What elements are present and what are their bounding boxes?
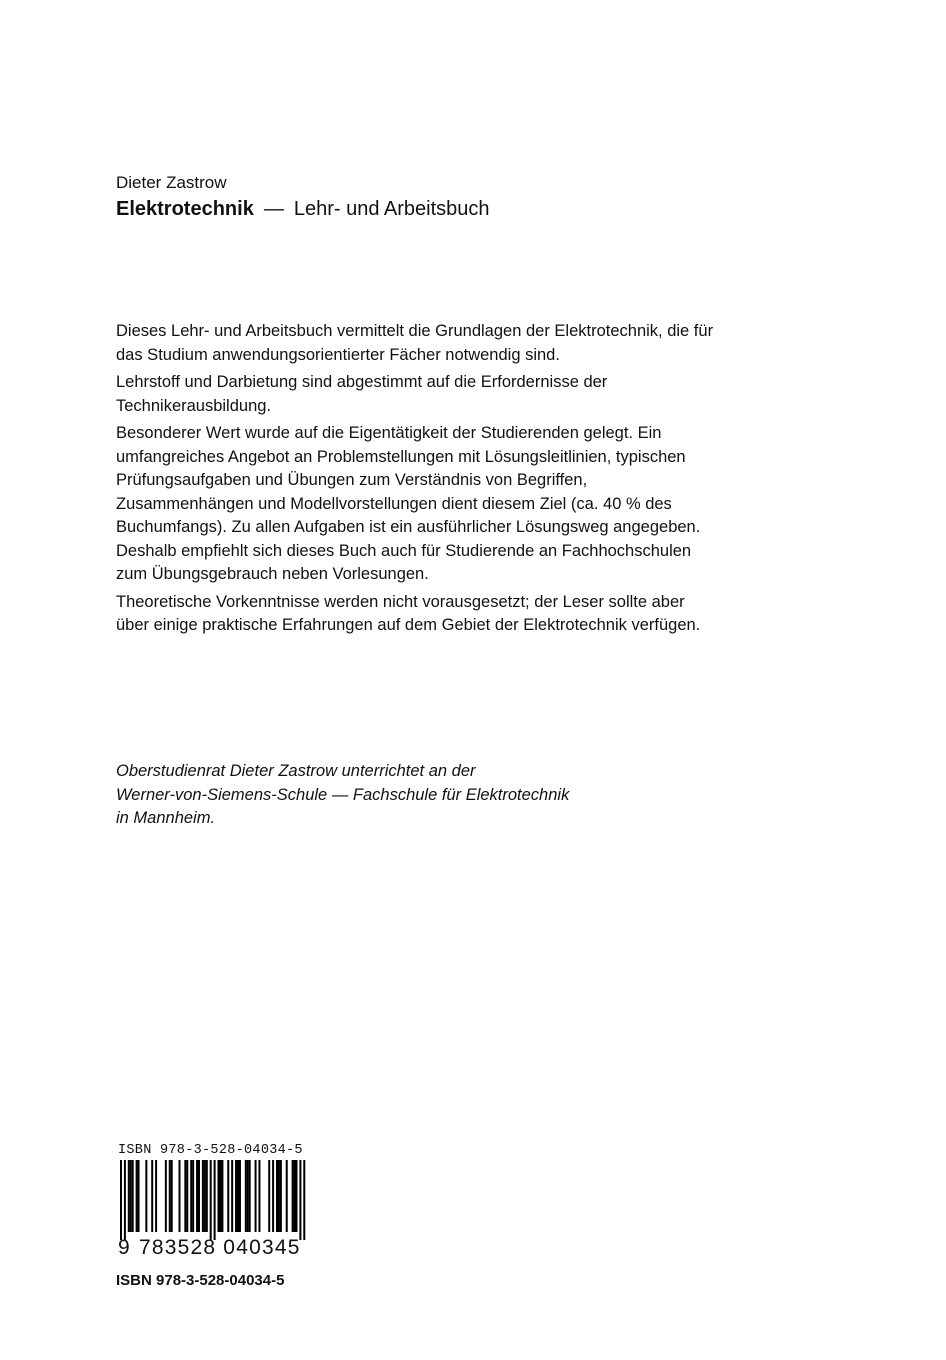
barcode-icon: [110, 1160, 315, 1240]
barcode-bar: [171, 1160, 173, 1232]
barcode-first-digit: 9: [118, 1236, 130, 1259]
title-dash: —: [263, 198, 284, 220]
author-bio: [116, 760, 716, 831]
description-paragraph: Lehrstoff und Darbietung sind abgestimmt auf die Erfordernisse der Technikerausbildung.: [116, 373, 608, 415]
barcode-bar: [151, 1160, 153, 1232]
description-paragraph: Besonderer Wert wurde auf die Eigentätigkeit der Studierenden gelegt. Ein umfangreiches Angebot an Problemstellungen mit Lösungsleitlinien, typischen Prüfungsaufgaben und Übungen zum Verständnis von Begriffen, Zusammenhängen und Modellvorstellungen dient diesem Ziel (ca. 40 % des Buchumfangs). Zu allen Aufgaben ist ein ausführlicher Lösungsweg angegeben. Deshalb empfiehlt sich dieses Buch auch für Studierende an Fachhochschulen zum Übungsgebrauch neben Vorlesungen.: [116, 424, 701, 583]
barcode-bar: [280, 1160, 282, 1232]
barcode-bar: [192, 1160, 194, 1232]
barcode-bar: [186, 1160, 188, 1232]
barcode-guard-bar: [303, 1160, 305, 1240]
barcode-bar: [179, 1160, 181, 1232]
bio-line: in Mannheim.: [116, 809, 216, 827]
barcode-bar: [155, 1160, 157, 1232]
barcode-bar: [296, 1160, 298, 1232]
description-paragraph: Dieses Lehr- und Arbeitsbuch vermittelt die Grundlagen der Elektrotechnik, die für das Studium anwendungsorientierter Fächer notwendig sind.: [116, 322, 714, 364]
author-name: Dieter Zastrow: [116, 173, 227, 192]
barcode-guard-bar: [299, 1160, 301, 1240]
barcode-bar: [165, 1160, 167, 1232]
barcode-bar: [138, 1160, 140, 1232]
barcode-bar: [276, 1160, 278, 1232]
barcode-bar: [237, 1160, 239, 1232]
barcode-bar: [249, 1160, 251, 1232]
barcode-bar: [245, 1160, 247, 1232]
isbn-number: ISBN 978-3-528-04034-5: [116, 1272, 285, 1289]
barcode-bar: [221, 1160, 223, 1232]
barcode-bar: [292, 1160, 294, 1232]
description-paragraph: Theoretische Vorkenntnisse werden nicht vorausgesetzt; der Leser sollte aber über einige praktische Erfahrungen auf dem Gebiet der Elektrotechnik verfügen.: [116, 592, 701, 634]
book-title: [116, 198, 490, 221]
barcode-bar: [255, 1160, 257, 1232]
bio-line: Oberstudienrat Dieter Zastrow unterrichtet an der: [116, 762, 476, 780]
barcode-bar: [219, 1160, 221, 1232]
barcode-bar: [198, 1160, 200, 1232]
bio-line: Werner-von-Siemens-Schule — Fachschule für Elektrotechnik: [116, 785, 570, 804]
barcode-bar: [239, 1160, 241, 1232]
book-description: [116, 320, 716, 642]
barcode-bar: [190, 1160, 192, 1232]
barcode-bar: [130, 1160, 132, 1232]
barcode-bar: [235, 1160, 237, 1232]
barcode-guard-bar: [124, 1160, 126, 1240]
barcode-bar: [258, 1160, 260, 1232]
barcode-bar: [169, 1160, 171, 1232]
barcode-bar: [136, 1160, 138, 1232]
barcode-bar: [268, 1160, 270, 1232]
title-subtitle: Lehr- und Arbeitsbuch: [293, 198, 490, 220]
barcode-guard-bar: [210, 1160, 212, 1240]
barcode-guard-bar: [214, 1160, 216, 1240]
barcode-bar: [204, 1160, 206, 1232]
barcode-digits: 783528 040345: [139, 1236, 301, 1259]
barcode-bar: [227, 1160, 229, 1232]
barcode-bar: [196, 1160, 198, 1232]
barcode-bar: [184, 1160, 186, 1232]
barcode-bar: [128, 1160, 130, 1232]
barcode-bar: [294, 1160, 296, 1232]
barcode-bar: [272, 1160, 274, 1232]
barcode-bar: [278, 1160, 280, 1232]
barcode-bar: [231, 1160, 233, 1232]
title-main: Elektrotechnik: [116, 198, 254, 220]
barcode-bar: [206, 1160, 208, 1232]
barcode-bar: [218, 1160, 220, 1232]
barcode-bar: [145, 1160, 147, 1232]
barcode-bar: [247, 1160, 249, 1232]
barcode-guard-bar: [120, 1160, 122, 1240]
barcode-bar: [202, 1160, 204, 1232]
barcode-bar: [286, 1160, 288, 1232]
barcode-isbn-label: ISBN 978-3-528-04034-5: [118, 1143, 303, 1158]
barcode-bar: [132, 1160, 134, 1232]
